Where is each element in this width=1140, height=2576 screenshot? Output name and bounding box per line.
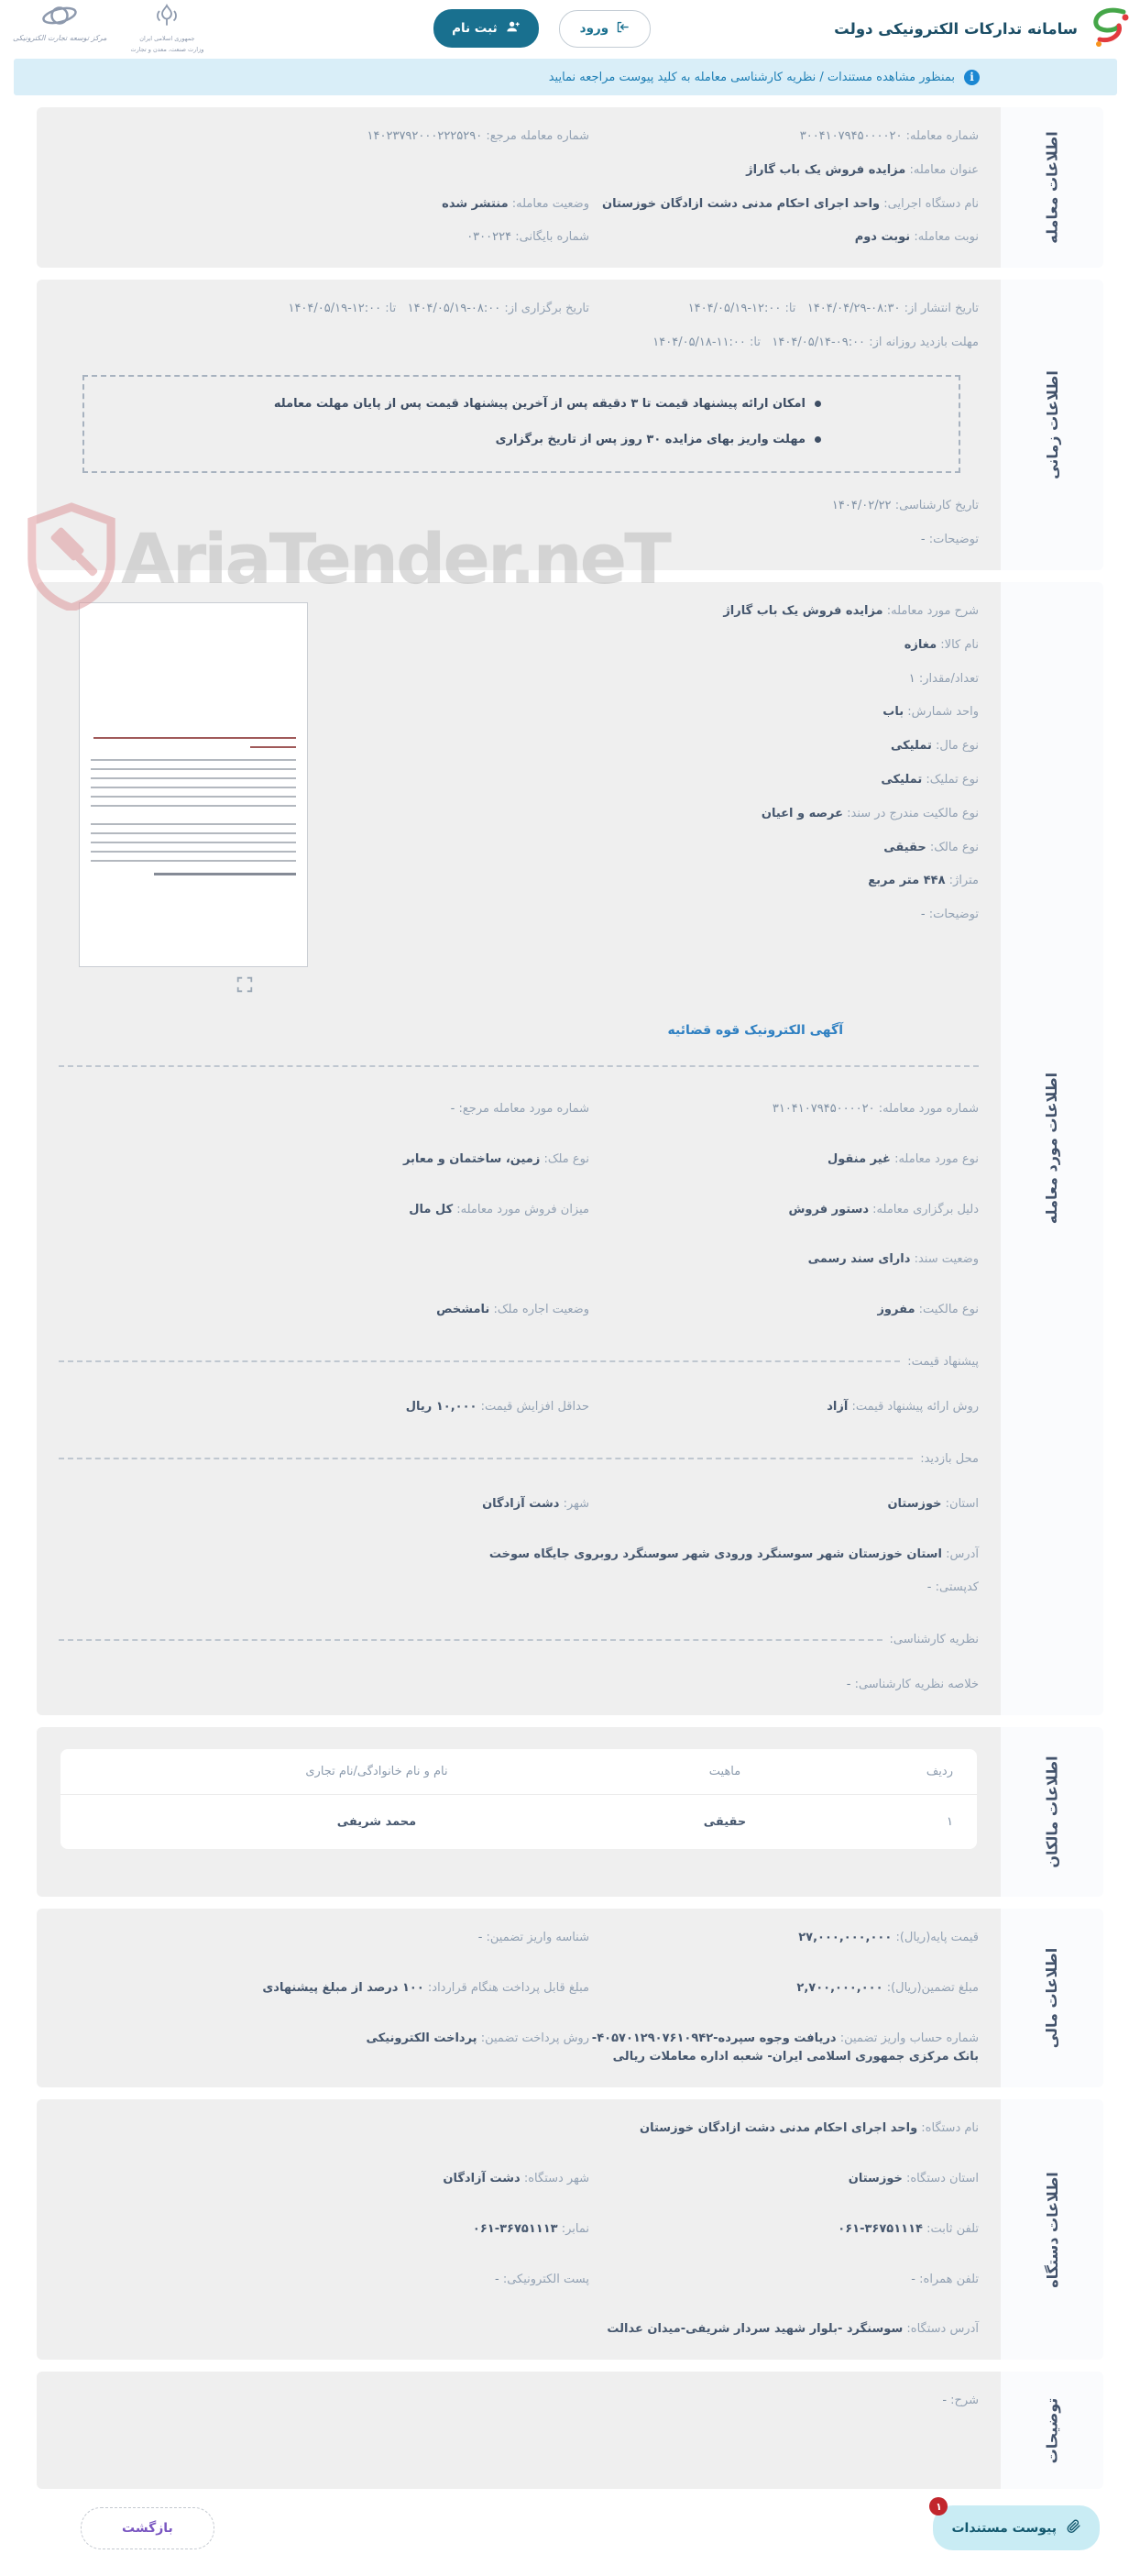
financial-card (37, 1909, 1001, 2087)
bullet-icon (815, 401, 821, 407)
owners-card (37, 1727, 1001, 1897)
dashed-line (59, 1639, 882, 1641)
field-agency-city: شهر دستگاه: دشت آزادگان (443, 2171, 589, 2185)
section-agency-label-column (1001, 2099, 1103, 2360)
section-subject-label-column (1001, 582, 1103, 1715)
field-subject-note: توضیحات: - (920, 908, 979, 922)
notice-bar (14, 59, 1117, 95)
field-area: متراژ: ۴۴۸ متر مربع (868, 874, 979, 888)
field-agency-name: نام دستگاه: واحد اجرای احکام مدنی دشت ازادگان خوزستان (640, 2121, 979, 2136)
setad-logo-icon (1087, 6, 1133, 51)
field-guarantee-amount: مبلغ تضمین(ریال): ۲,۷۰۰,۰۰۰,۰۰۰ (796, 1980, 979, 1995)
visit-location-subhead: محل بازدید: (59, 1452, 979, 1466)
top-bar (0, 0, 1140, 57)
field-agency-email: پست الکترونیکی: - (494, 2272, 589, 2286)
field-quantity: تعداد/مقدار: ۱ (908, 671, 979, 686)
field-asset-type: نوع مال: تملیکی (890, 739, 979, 754)
field-deal-round: نوبت معامله: نوبت دوم (854, 230, 979, 245)
field-subject-number: شماره مورد معامله: ۳۱۰۴۱۰۷۹۴۵۰۰۰۰۲۰ (772, 1101, 979, 1116)
field-count-unit: واحد شمارش: باب (882, 705, 979, 720)
register-label: ثبت نام (452, 21, 498, 36)
footer-actions (0, 2489, 1140, 2576)
section-subject-info (37, 582, 1103, 1715)
judiciary-ad-link[interactable]: آگهی الکترونیک قوه قضائیه (667, 1022, 843, 1038)
ecommerce-center-logo (13, 3, 106, 42)
field-holding-reason: دلیل برگزاری معامله: دستور فروش (788, 1202, 979, 1216)
ministry-logo (130, 3, 203, 55)
col-header-nature: ماهیت (708, 1764, 741, 1778)
info-icon: i (964, 70, 980, 85)
field-deal-number: شماره معامله: ۳۰۰۴۱۰۷۹۴۵۰۰۰۰۲۰ (799, 129, 979, 143)
section-title-financial: اطلاعات مالی (1043, 1947, 1061, 2049)
dashed-divider (59, 1065, 979, 1067)
back-button[interactable]: بازگشت (81, 2507, 214, 2549)
section-title-agency: اطلاعات دستگاه (1043, 2171, 1061, 2288)
field-remarks-description: شرح: - (942, 2394, 979, 2408)
field-guarantee-account: شماره حساب واریز تضمین: دریافت وجوه سپرده-۴۰۵۷۰۱۲۹۰۷۶۱۰۹۴۲- بانک مرکزی جمهوری اسلامی ایران- شعبه اداره معاملات ریالی (591, 2031, 979, 2064)
register-button[interactable] (433, 9, 539, 48)
field-expert-summary: خلاصه نظریه کارشناسی: - (846, 1678, 979, 1692)
expert-opinion-subhead: نظریه کارشناسی: (59, 1633, 979, 1646)
rule-item: امکان ارائه پیشنهاد قیمت تا ۳ دقیقه پس از آخرین پیشنهاد قیمت پس از پایان مهلت معامله (103, 395, 821, 414)
field-archive-number: شماره بایگانی: ۰۳۰۰۲۲۴ (466, 230, 589, 245)
field-subject-description: شرح مورد معامله: مزایده فروش یک باب گاراژ (723, 603, 979, 618)
section-title-subject: اطلاعات مورد معامله (1043, 1073, 1061, 1225)
globe-icon (40, 3, 79, 32)
attachments-label: پیوست مستندات (951, 2520, 1057, 2536)
section-time-label-column (1001, 280, 1103, 570)
owner-nature: حقیقی (703, 1814, 747, 1829)
table-row (60, 1794, 977, 1849)
field-bid-method: روش ارائه پیشنهاد قیمت: آزاد (827, 1399, 979, 1414)
bullet-icon (815, 436, 821, 443)
attachments-button[interactable] (933, 2500, 1100, 2550)
judiciary-ad-link-row (59, 1020, 843, 1038)
deal-card (37, 107, 1001, 268)
field-agency-fax: نمابر: ۰۶۱-۳۶۷۵۱۱۱۳ (472, 2221, 589, 2236)
field-sale-portion: میزان فروش مورد معامله: کل مال (409, 1202, 589, 1216)
field-estate-type: نوع ملک: زمین، ساختمان و معابر (402, 1151, 589, 1166)
price-proposal-subhead: پیشنهاد قیمت: (59, 1355, 979, 1369)
section-deal-label-column (1001, 107, 1103, 268)
login-label: ورود (579, 21, 609, 36)
government-logos (7, 3, 203, 55)
person-plus-icon (506, 19, 521, 38)
owners-table (60, 1749, 977, 1849)
iran-emblem-icon (153, 3, 181, 32)
field-subject-ref-number: شماره مورد معامله مرجع: - (450, 1101, 589, 1116)
remarks-card (37, 2372, 1001, 2489)
dashed-line (59, 1360, 900, 1362)
field-agency-mobile: تلفن همراه: - (911, 2272, 979, 2286)
owner-name: محمد شریفی (336, 1814, 417, 1829)
col-header-row-number: ردیف (926, 1764, 953, 1778)
ecommerce-center-label: مرکز توسعه تجارت الکترونیکی (13, 33, 107, 42)
field-agency-phone: تلفن ثابت: ۰۶۱-۳۶۷۵۱۱۱۴ (838, 2221, 979, 2236)
subject-fields (330, 602, 979, 993)
dashed-line (59, 1458, 913, 1459)
field-publish-dates: تاریخ انتشار از: ۱۴۰۴/۰۴/۲۹-۰۸:۳۰ تا: ۱۴۰۴/۰۵/۱۹-۱۲:۰۰ (687, 302, 979, 316)
main-content (0, 107, 1140, 2489)
field-deposit-id: شناسه واریز تضمین: - (477, 1930, 589, 1944)
field-visit-address: آدرس: استان خوزستان شهر سوسنگرد ورودی شهر سوسنگرد روبروی جایگاه سوخت (488, 1547, 979, 1561)
section-remarks-label-column (1001, 2372, 1103, 2489)
notice-text: بمنظور مشاهده مستندات / نظریه کارشناسی معامله به کلید پیوست مراجعه نمایید (548, 70, 955, 84)
field-deal-title: عنوان معامله: مزایده فروش یک باب گاراژ (746, 162, 979, 177)
field-holding-dates: تاریخ برگزاری از: ۱۴۰۴/۰۵/۱۹-۰۸:۰۰ تا: ۱۴۰۴/۰۵/۱۹-۱۲:۰۰ (288, 302, 589, 316)
owners-table-header (60, 1749, 977, 1794)
section-deal-info (37, 107, 1103, 268)
time-card (37, 280, 1001, 570)
expand-image-icon[interactable] (236, 976, 253, 993)
section-remarks (37, 2372, 1103, 2489)
login-icon (616, 20, 630, 38)
owner-row-number: ۱ (947, 1814, 953, 1829)
field-ownership-type: نوع تملیک: تملیکی (881, 772, 979, 787)
field-expert-date: تاریخ کارشناسی: ۱۴۰۴/۰۲/۲۲ (831, 499, 979, 513)
field-agency-province: استان دستگاه: خوزستان (848, 2171, 979, 2185)
section-title-time: اطلاعات زمانی (1043, 370, 1061, 479)
attachment-preview (59, 602, 308, 993)
paperclip-icon (1066, 2518, 1081, 2537)
field-payable-at-contract: مبلغ قابل پرداخت هنگام قرارداد: ۱۰۰ درصد از مبلغ پیشنهادی (262, 1980, 589, 1995)
field-province: استان: خوزستان (887, 1496, 979, 1511)
document-thumbnail[interactable] (79, 602, 308, 967)
field-visit-dates: مهلت بازدید روزانه از: ۱۴۰۴/۰۵/۱۴-۰۹:۰۰ تا: ۱۴۰۴/۰۵/۱۸-۱۱:۰۰ (652, 335, 979, 349)
auth-buttons (433, 9, 651, 48)
field-rent-status: وضعیت اجاره ملک: نامشخص (436, 1303, 589, 1317)
section-title-deal: اطلاعات معامله (1043, 131, 1061, 244)
brand (834, 6, 1133, 51)
field-ref-number: شماره معامله مرجع: ۱۴۰۲۳۷۹۲۰۰۰۲۲۲۵۲۹۰ (367, 129, 589, 143)
field-executive-agency: نام دستگاه اجرایی: واحد اجرای احکام مدنی دشت ازادگان خوزستان (602, 196, 979, 211)
field-postal-code: کدپستی: - (926, 1580, 979, 1595)
auction-rules-box (82, 375, 960, 474)
field-ownership-kind: نوع مالکیت: مفروز (877, 1303, 979, 1317)
field-guarantee-pay-method: روش پرداخت تضمین: پرداخت الکترونیکی (366, 2031, 589, 2045)
field-min-raise: حداقل افزایش قیمت: ۱۰,۰۰۰ ریال (405, 1399, 589, 1414)
agency-card (37, 2099, 1001, 2360)
login-button[interactable] (559, 10, 651, 48)
attachments-count-badge: ۱ (929, 2497, 948, 2515)
watermark-text: AriaTender.neT (121, 517, 669, 600)
section-title-remarks: توضیحات (1043, 2397, 1061, 2463)
subject-card (37, 582, 1001, 1715)
section-financial-label-column (1001, 1909, 1103, 2087)
section-financial (37, 1909, 1103, 2087)
field-owner-kind: نوع مالک: حقیقی (883, 840, 979, 854)
col-header-name: نام و نام خانوادگی/نام تجاری (305, 1764, 448, 1778)
field-time-description: توضیحات: - (920, 533, 979, 547)
section-agency (37, 2099, 1103, 2360)
ministry-line1: جمهوری اسلامی ایران (139, 34, 195, 42)
field-city: شهر: دشت آزادگان (482, 1496, 589, 1511)
field-base-price: قیمت پایه(ریال): ۲۷,۰۰۰,۰۰۰,۰۰۰ (798, 1930, 979, 1944)
field-deal-status: وضعیت معامله: منتشر شده (442, 196, 589, 211)
section-owners (37, 1727, 1103, 1897)
section-owners-label-column (1001, 1727, 1103, 1897)
field-agency-address: آدرس دستگاه: سوسنگرد -بلوار شهید سردار شریفی-میدان عدالت (607, 2322, 979, 2337)
rule-item: مهلت واریز بهای مزایده ۳۰ روز پس از تاریخ برگزاری (103, 431, 821, 450)
section-title-owners: اطلاعات مالکان (1043, 1756, 1061, 1868)
app-title: سامانه تدارکات الکترونیکی دولت (834, 19, 1078, 38)
field-deed-status: وضعیت سند: دارای سند رسمی (807, 1252, 979, 1267)
ministry-line2: وزارت صنعت، معدن و تجارت (130, 46, 204, 53)
section-time-info (37, 280, 1103, 570)
field-subject-type: نوع مورد معامله: غیر منقول (827, 1151, 979, 1166)
field-deed-ownership: نوع مالکیت مندرج در سند: عرصه و اعیان (761, 806, 979, 820)
field-item-name: نام کالا: مغازه (904, 637, 979, 652)
